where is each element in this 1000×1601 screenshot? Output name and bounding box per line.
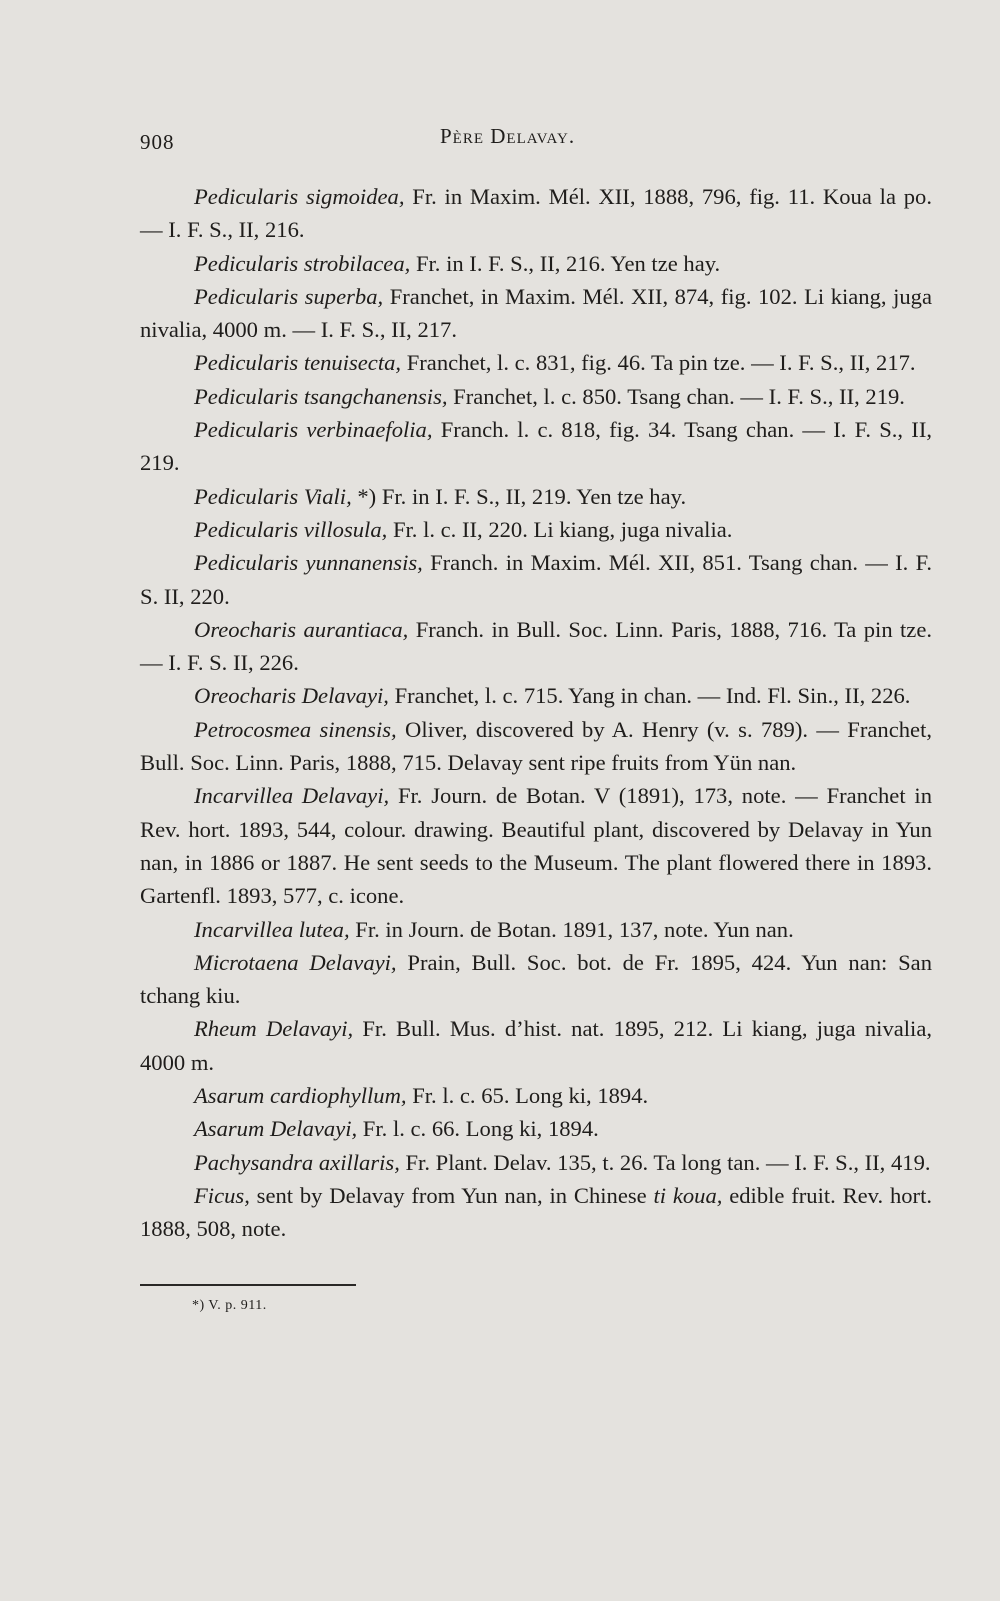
- entry-text: Fr. l. c. II, 220. Li kiang, juga nivalia.: [387, 516, 733, 542]
- species-name: Pedicularis superba,: [194, 283, 384, 309]
- entry-text: Fr. Journ. de Botan. V (1891), 173, note. — Franchet in Rev. hort. 1893, 544, colour. drawing. Beautiful plant, discovered by Delavay in Yun nan, in 1886 or 1887. He sent seeds to the Museum. The plant flowered there in 1893. Gartenfl. 1893, 577, c. icone.: [140, 783, 932, 909]
- entry-text: Franchet, l. c. 850. Tsang chan. — I. F. S., II, 219.: [447, 383, 905, 409]
- entry-text: Fr. Plant. Delav. 135, t. 26. Ta long tan. — I. F. S., II, 419.: [399, 1149, 931, 1175]
- entry: [140, 713, 932, 780]
- species-name: Incarvillea Delavayi,: [194, 783, 390, 809]
- page-header: [140, 124, 932, 164]
- entry-text: Oliver, discovered by A. Henry (v. s. 789). — Franchet, Bull. Soc. Linn. Paris, 1888, 715. Delavay sent ripe fruits from Yün nan.: [140, 716, 932, 776]
- entry: [140, 679, 932, 712]
- entry: [140, 1146, 932, 1179]
- entry-text: Fr. in Journ. de Botan. 1891, 137, note. Yun nan.: [349, 916, 794, 942]
- species-name: Oreocharis aurantiaca,: [194, 616, 409, 642]
- entry: [140, 1112, 932, 1145]
- species-name: Pedicularis villosula,: [194, 516, 388, 542]
- species-name: Pachysandra axillaris,: [194, 1149, 400, 1175]
- entry: [140, 346, 932, 379]
- entry-text: Prain, Bull. Soc. bot. de Fr. 1895, 424. Yun nan: San tchang kiu.: [140, 949, 933, 1009]
- entry: [140, 913, 932, 946]
- entry: [140, 613, 932, 680]
- entry: [140, 280, 932, 347]
- entry-text: Fr. Bull. Mus. d’hist. nat. 1895, 212. Li kiang, juga nivalia, 4000 m.: [140, 1016, 932, 1075]
- entry-text: Fr. l. c. 65. Long ki, 1894.: [406, 1083, 649, 1109]
- entry: [140, 180, 932, 247]
- entry-text: edible fruit. Rev. hort. 1888, 508, note.: [140, 1182, 933, 1242]
- entry: [140, 546, 932, 613]
- species-name: Ficus,: [194, 1182, 250, 1208]
- entry: [140, 480, 932, 513]
- entry: [140, 779, 932, 912]
- entry-text: Fr. l. c. 66. Long ki, 1894.: [357, 1116, 599, 1142]
- entry-text: *) Fr. in I. F. S., II, 219. Yen tze hay.: [351, 483, 687, 509]
- species-name: Pedicularis yunnanensis,: [194, 550, 423, 576]
- species-name: Pedicularis Viali,: [194, 483, 352, 509]
- species-name: Incarvillea lutea,: [194, 916, 350, 942]
- entry: [140, 1079, 932, 1112]
- page-number: 908: [140, 130, 175, 154]
- species-name: Pedicularis tenuisecta,: [194, 350, 402, 376]
- entry-text: Franchet, l. c. 831, fig. 46. Ta pin tze. — I. F. S., II, 217.: [401, 350, 916, 376]
- entry-text: Franch. in Bull. Soc. Linn. Paris, 1888, 716. Ta pin tze. — I. F. S. II, 226.: [140, 616, 932, 676]
- entry-text: Fr. in Maxim. Mél. XII, 1888, 796, fig. 11. Koua la po. — I. F. S., II, 216.: [140, 184, 932, 243]
- entry-text: Fr. in I. F. S., II, 216. Yen tze hay.: [410, 250, 721, 276]
- entry-text: Franch. l. c. 818, fig. 34. Tsang chan. — I. F. S., II, 219.: [140, 417, 932, 476]
- species-name: Pedicularis sigmoidea,: [194, 184, 405, 209]
- footnote: *) V. p. 911.: [192, 1297, 267, 1313]
- running-head: Père Delavay.: [440, 124, 576, 148]
- species-name: Pedicularis tsangchanensis,: [194, 383, 448, 409]
- entry-text: Franchet, l. c. 715. Yang in chan. — Ind. Fl. Sin., II, 226.: [388, 683, 911, 709]
- footnote-rule: [140, 1284, 356, 1286]
- species-name: Pedicularis strobilacea,: [194, 250, 411, 276]
- chinese-name: ti koua,: [653, 1182, 723, 1208]
- species-name: Microtaena Delavayi,: [194, 949, 397, 975]
- entry: [140, 1012, 932, 1079]
- entry-list: [140, 180, 932, 1246]
- entry: [140, 946, 932, 1013]
- species-name: Rheum Delavayi,: [194, 1016, 354, 1042]
- entry-text: Franch. in Maxim. Mél. XII, 851. Tsang chan. — I. F. S. II, 220.: [140, 550, 932, 609]
- entry-text: sent by Delavay from Yun nan, in Chinese: [249, 1182, 654, 1208]
- species-name: Asarum cardiophyllum,: [194, 1083, 407, 1109]
- species-name: Asarum Delavayi,: [194, 1116, 358, 1142]
- species-name: Petrocosmea sinensis,: [194, 716, 397, 742]
- entry: [140, 413, 932, 480]
- entry: [140, 513, 932, 546]
- entry: [140, 380, 932, 413]
- entry-text: Franchet, in Maxim. Mél. XII, 874, fig. 102. Li kiang, juga nivalia, 4000 m. — I. F. S., II, 217.: [140, 283, 932, 343]
- species-name: Oreocharis Delavayi,: [194, 683, 389, 709]
- entry-ficus: [140, 1179, 932, 1246]
- entry: [140, 247, 932, 280]
- species-name: Pedicularis verbinaefolia,: [194, 417, 433, 443]
